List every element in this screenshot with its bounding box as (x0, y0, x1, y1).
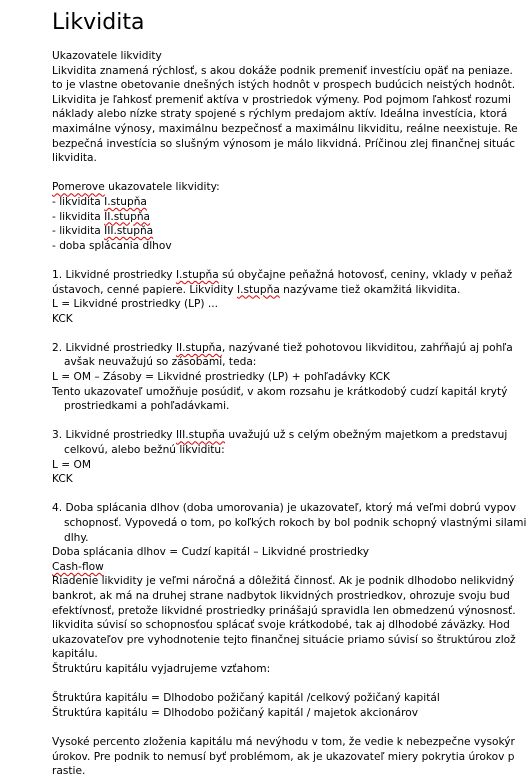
text-line: bankrot, ak má na druhej strane nadbytok likvidných prostriedkov, ohrozuje svoju bud (52, 589, 510, 602)
text-line: likvidita súvisí so schopnosťou splácať svoje krátkodobé, tak aj dlhodobé záväzky. Hod (52, 619, 510, 632)
blank-line (52, 720, 522, 735)
text-line: celkovú, alebo bežnú likviditu: (64, 444, 225, 457)
spellcheck-word: I.stupňa (104, 195, 147, 208)
text-line: Štruktúra kapitálu = Dlhodobo požičaný kapitál / majetok akcionárov (52, 706, 419, 719)
text-line: 2. Likvidné prostriedky II.stupňa, nazývané tiež pohotovou likviditou, zahŕňajú aj pohľa (52, 341, 513, 354)
text-line: rastie. (52, 765, 86, 778)
spellcheck-word: Cash-flow (52, 560, 104, 573)
text-line: prostriedkami a pohľadávkami. (64, 400, 230, 413)
spellcheck-word: I.stupňa (175, 268, 219, 281)
document-title: Likvidita (52, 10, 145, 35)
blank-line (52, 414, 522, 429)
text-line: Pomerove ukazovatele likvidity: (52, 181, 220, 194)
text-line: Ukazovatele likvidity (52, 50, 162, 62)
blank-line (52, 166, 522, 181)
text-line: efektívnosť, pretože likvidné prostriedky prinášajú spravidla len obmedzenú výnosnosť. (52, 604, 516, 617)
text-line: L = Likvidné prostriedky (LP) ... (52, 298, 218, 311)
text-line: Riadenie likvidity je veľmi náročná a dôležitá činnosť. Ak je podnik dlhodobo nelikvidný (52, 575, 515, 588)
document-body (52, 49, 526, 779)
blank-line (52, 326, 522, 341)
text-line: ústavoch, cenné papiere. Likvidity I.stupňa nazývame tiež okamžitá likvidita. (52, 283, 461, 296)
text-line: - doba splácania dlhov (52, 239, 172, 252)
spellcheck-word: III.stupňa (104, 225, 154, 238)
text-line: úrokov. Pre podnik to nemusí byť problémom, ak je ukazovateľ miery pokrytia úrokov p (52, 750, 515, 763)
text-line: náklady alebo nízke straty spojené s rýchlym predajom aktív. Ideálna investícia, ktorá (52, 108, 508, 121)
spellcheck-word: II.stupňa (175, 341, 222, 354)
text-line: avšak neuvažujú so zásobami, teda: (64, 356, 257, 369)
blank-line (52, 253, 522, 268)
text-line: 4. Doba splácania dlhov (doba umorovania) je ukazovateľ, ktorý má veľmi dobrú vypov (52, 502, 517, 515)
text-line: likvidita. (52, 152, 97, 165)
text-line: bezpečná investícia so slušným výnosom je málo likvidná. Príčinou zlej finančnej situác (52, 137, 516, 150)
text-line: to je vlastne obetovanie dnešných istých hodnôt v prospech budúcich neistých hodnôt. (52, 79, 516, 92)
text-line: - likvidita III.stupňa (52, 225, 154, 238)
text-line: - likvidita II.stupňa (52, 210, 151, 223)
spellcheck-word: Pomerove (52, 181, 105, 194)
text-line: maximálne výnosy, maximálnu bezpečnosť a maximálnu likviditu, reálne neexistuje. Re (52, 122, 518, 135)
text-line: L = OM (52, 458, 91, 471)
blank-line (52, 487, 522, 502)
text-line: Likvidita znamená rýchlosť, s akou dokáže podnik premeniť investíciu opäť na peniaze. (52, 64, 513, 77)
text-line: ukazovateľov pre vyhodnotenie tejto finančnej situácie priamo súvisí so štruktúrou zlož (52, 633, 516, 646)
text-line: Tento ukazovateľ umožňuje posúdiť, v akom rozsahu je krátkodobý cudzí kapitál krytý (52, 385, 508, 398)
text-line: Štruktúru kapitálu vyjadrujeme vzťahom: (52, 662, 271, 675)
text-line: L = OM – Zásoby = Likvidné prostriedky (LP) + pohľadávky KCK (52, 371, 390, 384)
text-line: KCK (52, 473, 73, 486)
spellcheck-word: I.stupňa (237, 283, 280, 296)
spellcheck-word: II.stupňa (104, 210, 151, 223)
text-line: KCK (52, 312, 73, 325)
spellcheck-word: III.stupňa (175, 429, 225, 442)
text-line: Vysoké percento zloženia kapitálu má nevýhodu v tom, že vedie k nebezpečne vysokýr (52, 735, 515, 748)
text-line: - likvidita I.stupňa (52, 195, 147, 208)
text-line: schopnosť. Vypovedá o tom, po koľkých rokoch by bol podnik schopný vlastnými silami (64, 517, 526, 529)
text-line (52, 560, 522, 575)
text-line: 3. Likvidné prostriedky III.stupňa uvažujú už s celým obežným majetkom a predstavuj (52, 429, 508, 442)
text-line: dlhy. (64, 531, 89, 544)
blank-line (52, 677, 522, 692)
text-line: Doba splácania dlhov = Cudzí kapitál – Likvidné prostriedky (52, 546, 369, 559)
text-line: kapitálu. (52, 648, 98, 661)
text-line: Likvidita je ľahkosť premeniť aktíva v prostriedok výmeny. Pod pojmom ľahkosť rozumi (52, 93, 511, 106)
text-line: Štruktúra kapitálu = Dlhodobo požičaný kapitál /celkový požičaný kapitál (52, 692, 440, 705)
text-line: 1. Likvidné prostriedky I.stupňa sú obyčajne peňažná hotovosť, ceniny, vklady v peňaž (52, 268, 513, 281)
